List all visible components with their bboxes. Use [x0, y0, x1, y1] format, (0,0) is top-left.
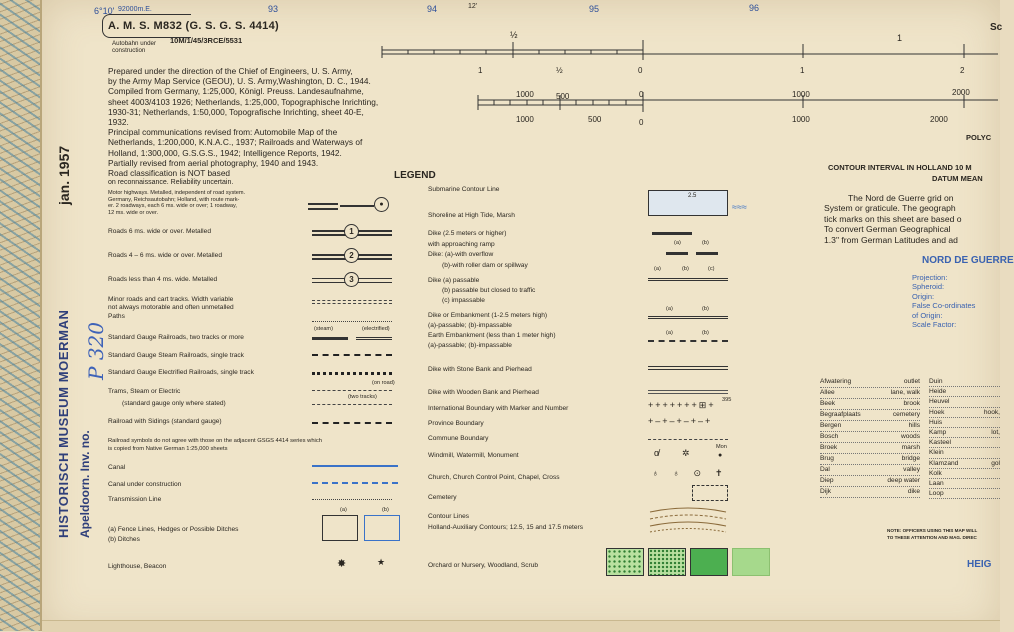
- glossary-right: [929, 377, 1000, 499]
- legend-text: Motor highways. Metalled, independent of road system.: [108, 190, 246, 196]
- scale-row2-500: 500: [556, 92, 570, 101]
- glossary-row: [929, 377, 1000, 387]
- swatch-orchard: [606, 548, 644, 576]
- glossary-term: Afwatering: [820, 378, 852, 385]
- dike-label-b: (b): [702, 240, 709, 246]
- glossary-meaning: hills: [908, 422, 920, 429]
- symbol-tram-two-tracks: [312, 404, 392, 405]
- credit-line: Compiled from Germany, 1:25,000, Königl. Preuss. Landesaufnahme,: [108, 86, 364, 97]
- swatch-scrub: [732, 548, 770, 576]
- glossary-term: Heide: [929, 388, 947, 396]
- nord-line: To convert German Geographical: [824, 224, 951, 235]
- glossary-term: Duin: [929, 378, 943, 385]
- legend-cemetery: Cemetery: [428, 494, 457, 501]
- legend-contours: [428, 511, 583, 533]
- glossary-term: Dijk: [820, 488, 831, 495]
- glossary-row: [820, 443, 920, 454]
- museum-stamp: HISTORISCH MUSEUM MOERMAN: [56, 309, 71, 538]
- glossary-meaning: marsh: [901, 444, 920, 451]
- glossary-row: [820, 487, 920, 498]
- legend-minor-roads: [108, 296, 234, 321]
- symbol-canal-construction: [312, 482, 398, 484]
- glossary-row: [820, 399, 920, 410]
- scale-mid-half: ½: [556, 66, 563, 75]
- embankment-label-a: (a): [666, 306, 673, 312]
- glossary-meaning: lane, walk: [890, 389, 920, 396]
- officer-note: [887, 527, 999, 541]
- legend-text: (standard gauge only where stated): [122, 400, 226, 407]
- symbol-transmission-line: [312, 499, 392, 500]
- scale-mid-zero: 0: [638, 66, 643, 75]
- glossary-row: [929, 489, 1000, 499]
- legend-text: er. 2 roadways, each 6 ms. wide or over; 1 roadway,: [108, 203, 237, 210]
- label-fence-a: (a): [340, 507, 347, 513]
- credit-line: Prepared under the direction of the Chief of Engineers, U. S. Army,: [108, 66, 353, 76]
- glossary-meaning: dike: [907, 488, 920, 495]
- glossary-row: [820, 421, 920, 432]
- scale-row3-1000b: 1000: [792, 115, 810, 124]
- corner-coordinate: 6°10': [94, 6, 115, 16]
- legend-text: (b)-with roller dam or spillway: [442, 261, 528, 269]
- adjacent-map-strip: [0, 0, 42, 631]
- symbol-minor-road: [312, 300, 392, 301]
- legend-text: (a)-passable; (b)-impassable: [428, 322, 512, 329]
- legend-trams: [108, 386, 226, 410]
- glossary-term: Huis: [929, 418, 943, 426]
- nord-de-guerre-text: [824, 193, 1000, 245]
- legend-intl-boundary: International Boundary with Marker and Number: [428, 405, 569, 412]
- monument-icon: ●: [718, 452, 723, 459]
- glossary-row: [820, 388, 920, 399]
- legend-canal: Canal: [108, 464, 126, 471]
- legend-text: Railroad symbols do not agree with those on the adjacent GSGS 4414 series which: [108, 438, 322, 444]
- grid-field: of Origin:: [912, 310, 943, 320]
- credit-line: Partially revised from aerial photography, 1940 and 1943.: [108, 157, 319, 168]
- legend-stone-bank: Dike with Stone Bank and Pierhead: [428, 366, 532, 373]
- glossary-term: Laan: [929, 480, 944, 488]
- glossary-row: [820, 432, 920, 443]
- grid-number-96: 96: [749, 3, 760, 13]
- glossary-term: Kamp: [929, 429, 947, 437]
- autobahn-note: Autobahn under construction: [112, 40, 157, 55]
- dike-label-a: (a): [674, 240, 681, 246]
- symbol-stone-bank: [648, 366, 728, 370]
- glossary-row: [820, 465, 920, 476]
- swatch-nursery: [648, 548, 686, 576]
- symbol-autobahn: [308, 208, 338, 210]
- grid-field: Projection:: [912, 273, 948, 282]
- glossary-row: [820, 377, 920, 388]
- boundary-marker-number: 395: [722, 397, 732, 403]
- glossary-row: [820, 476, 920, 487]
- glossary-meaning: bridge: [901, 455, 920, 462]
- glossary-meaning: gol: [991, 459, 1000, 467]
- legend-dike: [428, 229, 528, 271]
- edition-code: 10M/1/45/3RCE/5531: [170, 36, 243, 45]
- glossary-row: [929, 387, 1000, 397]
- glossary-row: [929, 408, 1000, 418]
- symbol-railroad-steam: [312, 337, 348, 340]
- legend-windmill: Windmill, Watermill, Monument: [428, 452, 519, 459]
- legend-text: (a)-passable; (b)-impassable: [428, 342, 512, 349]
- scale-row3-1000: 1000: [516, 115, 534, 124]
- symbol-minor-road: [312, 303, 392, 304]
- glossary-term: Loop: [929, 490, 944, 498]
- symbol-embankment: [648, 316, 728, 319]
- road-class-note: Road classification is NOT based: [108, 168, 231, 179]
- legend-text: Earth Embankment (less than 1 meter high): [428, 332, 556, 339]
- legend-wooden-bank: Dike with Wooden Bank and Pierhead: [428, 389, 539, 396]
- legend-text: (b) Ditches: [108, 536, 140, 543]
- scale-row2-1000b: 1000: [792, 90, 810, 99]
- legend-text: (b) passable but closed to traffic: [442, 287, 536, 294]
- glossary-term: Allee: [820, 389, 835, 396]
- legend-province-boundary: Province Boundary: [428, 420, 484, 427]
- glossary-left: [820, 377, 920, 498]
- symbol-dike-spillway: [696, 252, 718, 255]
- label-steam: (steam): [314, 326, 333, 332]
- symbol-path: [312, 321, 392, 322]
- intl-boundary-symbol-icon: +++++++⊞+: [648, 400, 716, 410]
- legend-text: with approaching ramp: [428, 240, 495, 248]
- legend-lighthouse: Lighthouse, Beacon: [108, 563, 167, 570]
- route-marker: ●: [374, 197, 389, 212]
- polyc-label: POLYC: [966, 133, 992, 142]
- legend-text: Dike: (a)-with overflow: [428, 251, 494, 258]
- legend-text: (c) impassable: [442, 297, 485, 304]
- legend-transmission-line: Transmission Line: [108, 496, 162, 503]
- glossary-term: Heuvel: [929, 398, 950, 406]
- credit-line: Netherlands, 1:200,000, K.N.A.C., 1937; Railroads and Waterways of: [108, 137, 363, 148]
- glossary-term: Broek: [820, 444, 838, 451]
- grid-field: Scale Factor:: [912, 320, 957, 330]
- symbol-fence-box: [322, 515, 358, 541]
- watermill-icon: ✲: [682, 448, 690, 458]
- grid-number-94: 94: [427, 4, 438, 14]
- glossary-meaning: cemetery: [892, 411, 920, 418]
- glossary-row: [929, 448, 1000, 458]
- symbol-sidings: [312, 422, 392, 424]
- legend-canal-construction: Canal under construction: [108, 481, 182, 488]
- glossary-term: Diep: [820, 477, 834, 484]
- legend-road-under-4m: Roads less than 4 ms. wide. Metalled: [108, 276, 218, 283]
- marsh-symbol-icon: ≈≈≈: [732, 202, 747, 212]
- legend-text: Minor roads and cart tracks. Width variable: [108, 296, 234, 303]
- road-number-3: 3: [344, 272, 359, 287]
- credit-line: sheet 4003/4103 1926; Netherlands, 1:25,000, Topographische Inrichting,: [108, 96, 379, 107]
- road-number-1: 1: [344, 224, 359, 239]
- glossary-term: Begraafplaats: [820, 411, 861, 418]
- glossary-term: Hoek: [929, 408, 945, 416]
- legend-fences: [108, 525, 238, 545]
- windmill-icon: ɑ̸: [654, 448, 660, 458]
- scale-top-half: ½: [510, 30, 518, 40]
- nord-line: System or graticule. The geograph: [824, 203, 956, 214]
- scale-row2-2000: 2000: [952, 88, 970, 97]
- glossary-row: [929, 397, 1000, 407]
- inventory-number: P 320: [84, 322, 108, 380]
- legend-motor-highways: [108, 190, 245, 216]
- earth-label-a: (a): [666, 330, 673, 336]
- passable-label-a: (a): [654, 266, 661, 272]
- legend-text: Germany, Reichsautobahn; Holland, with route mark-: [108, 196, 240, 203]
- legend-orchard: Orchard or Nursery, Woodland, Scrub: [428, 562, 539, 569]
- scale-mid-one: 1: [478, 66, 483, 75]
- church-symbols-icon: ♁♁⊙✝: [652, 468, 737, 478]
- glossary-row: [929, 479, 1000, 489]
- inventory-stamp: Apeldoorn. Inv. no.: [78, 430, 92, 538]
- legend-text: not always motorable and often unmetalled: [108, 304, 234, 312]
- credit-line: by the Army Map Service (GEOU), U. S. Army,Washington, D. C., 1944.: [108, 76, 371, 87]
- earth-label-b: (b): [702, 330, 709, 336]
- datum-label: DATUM MEAN: [932, 174, 983, 183]
- credit-line: Holland, 1:300,000, G.S.G.S., 1942; Intelligence Reports, 1942.: [108, 147, 342, 158]
- label-electrified: (electrified): [362, 326, 390, 332]
- scale-row2-0: 0: [639, 90, 644, 99]
- passable-label-b: (b): [682, 266, 689, 272]
- legend-railroad-sidings: Railroad with Sidings (standard gauge): [108, 418, 222, 425]
- legend-shoreline: Shoreline at High Tide, Marsh: [428, 212, 515, 219]
- contour-interval: CONTOUR INTERVAL IN HOLLAND 10 M: [828, 163, 972, 172]
- date-stamp: jan. 1957: [56, 145, 72, 205]
- glossary-term: Kasteel: [929, 439, 951, 447]
- legend-railroad-note: [108, 437, 322, 453]
- symbol-earth-embankment: [648, 340, 728, 342]
- legend-embankment: [428, 311, 556, 351]
- legend-church: Church, Church Control Point, Chapel, Cross: [428, 474, 560, 481]
- credit-line: 1932.: [108, 117, 129, 128]
- grid-field: Spheroid:: [912, 282, 945, 292]
- road-class-note: on reconnaissance. Reliability uncertain.: [108, 179, 234, 187]
- legend-text: Trams, Steam or Electric: [108, 388, 181, 395]
- symbol-railroad-electric: [356, 337, 392, 340]
- legend-road-6m: Roads 6 ms. wide or over. Metalled: [108, 228, 211, 235]
- symbol-commune-boundary: [648, 439, 728, 440]
- scale-row2-1000: 1000: [516, 90, 534, 99]
- symbol-canal: [312, 465, 398, 467]
- passable-label-c: (c): [708, 266, 715, 272]
- legend-road-4-6m: Roads 4 – 6 ms. wide or over. Metalled: [108, 252, 222, 259]
- glossary-term: Dal: [820, 466, 830, 473]
- glossary-term: Brug: [820, 455, 834, 462]
- glossary-row: [929, 469, 1000, 479]
- glossary-row: [820, 454, 920, 465]
- nord-line: The Nord de Guerre grid on: [848, 193, 954, 203]
- grid-info-title: NORD DE GUERRE: [922, 255, 1014, 266]
- grid-easting-label: 92000m.E.: [118, 6, 152, 13]
- glossary-meaning: brook: [903, 400, 920, 407]
- glossary-row: [929, 428, 1000, 438]
- legend-text: 12 ms. wide or over.: [108, 209, 159, 216]
- note-line: NOTE: OFFICERS USING THIS MAP WILL: [887, 528, 978, 533]
- symbol-autobahn: [308, 203, 338, 205]
- scale-row3-0: 0: [639, 118, 644, 127]
- grid-info-fields: [912, 273, 975, 329]
- glossary-row: [929, 438, 1000, 448]
- scale-top-one: 1: [897, 33, 903, 43]
- legend-commune-boundary: Commune Boundary: [428, 435, 489, 442]
- glossary-meaning: deep water: [887, 477, 920, 484]
- province-boundary-symbol-icon: +–+–+–+–+: [648, 416, 713, 426]
- legend-text: Holland-Auxiliary Contours; 12.5, 15 and 17.5 meters: [428, 524, 584, 531]
- grid-number-93: 93: [268, 4, 279, 14]
- beacon-icon: ★: [377, 557, 386, 567]
- legend-dike-passable: [428, 276, 535, 306]
- symbol-ditch-box: [364, 515, 400, 541]
- sheet-title: A. M. S. M832 (G. S. G. S. 4414): [108, 20, 279, 32]
- glossary-term: Klamzand: [929, 459, 959, 467]
- label-fence-b: (b): [382, 507, 389, 513]
- scale-row3-500: 500: [588, 115, 602, 124]
- grid-number-95: 95: [589, 4, 600, 14]
- scale-mid-right-two: 2: [960, 66, 965, 75]
- submarine-contour-value: 2.5: [688, 193, 697, 199]
- glossary-term: Beek: [820, 400, 836, 407]
- symbol-tram: [312, 390, 392, 391]
- scale-mid-right-one: 1: [800, 66, 805, 75]
- note-line: TO THESE ATTENTION AND MAG. DIREC: [887, 535, 977, 540]
- symbol-wooden-bank: [648, 390, 728, 394]
- symbol-dike-passable: [648, 278, 728, 281]
- title-bracket: [102, 14, 191, 38]
- symbol-cemetery: [692, 485, 728, 501]
- swatch-woodland: [690, 548, 728, 576]
- lighthouse-icon: ✸: [337, 558, 347, 570]
- glossary-meaning: woods: [900, 433, 920, 440]
- bottom-margin: [42, 620, 1000, 632]
- minutes-label: 12': [468, 3, 478, 10]
- grid-field: Origin:: [912, 291, 935, 301]
- legend-submarine-contour: Submarine Contour Line: [428, 186, 500, 193]
- symbol-electric-single: [312, 372, 392, 375]
- credit-line: 1930-31; Netherlands, 1:50,000, Topografische Inrichting, sheet 40-E,: [108, 106, 364, 117]
- contour-lines-symbol: [648, 504, 728, 534]
- glossary-row: [929, 459, 1000, 469]
- legend-title: LEGEND: [394, 170, 436, 181]
- glossary-term: Kolk: [929, 469, 942, 477]
- symbol-motorway: [340, 205, 374, 207]
- legend-steam-railroad: Standard Gauge Steam Railroads, single track: [108, 352, 244, 359]
- map-margin-sheet: [42, 0, 1014, 631]
- glossary-term: Bosch: [820, 433, 839, 440]
- label-on-road: (on road): [372, 380, 395, 386]
- legend-std-railroad: Standard Gauge Railroads, two tracks or more: [108, 334, 244, 341]
- legend-electrified-railroad: Standard Gauge Electrified Railroads, single track: [108, 369, 254, 376]
- heig-label: HEIG: [967, 559, 992, 570]
- glossary-row: [929, 418, 1000, 428]
- grid-field: False Co-ordinates: [912, 301, 976, 311]
- monument-label: Mon: [716, 444, 727, 450]
- legend-text: Dike (a) passable: [428, 277, 480, 284]
- legend-text: Dike or Embankment (1-2.5 meters high): [428, 312, 548, 319]
- glossary-meaning: hook,: [983, 408, 1000, 416]
- nord-line: tick marks on this sheet are based o: [824, 213, 962, 224]
- scale-row3-2000: 2000: [930, 115, 948, 124]
- glossary-row: [820, 410, 920, 421]
- legend-text: is copied from Native German 1:25,000 sheets: [108, 446, 228, 452]
- label-two-tracks: (two tracks): [348, 394, 377, 400]
- glossary-meaning: lot,: [991, 429, 1000, 437]
- legend-text: Contour Lines: [428, 513, 470, 520]
- symbol-dike: [652, 232, 692, 235]
- glossary-meaning: valley: [903, 466, 920, 473]
- corner-right-text: Sc: [990, 22, 1003, 33]
- legend-text: Dike (2.5 meters or higher): [428, 230, 507, 237]
- legend-text: Paths: [108, 312, 125, 320]
- glossary-meaning: outlet: [903, 378, 920, 385]
- glossary-term: Klein: [929, 449, 944, 457]
- scale-bars: [378, 30, 1000, 130]
- embankment-label-b: (b): [702, 306, 709, 312]
- road-number-2: 2: [344, 248, 359, 263]
- legend-text: (a) Fence Lines, Hedges or Possible Ditches: [108, 526, 239, 533]
- nord-line: 1.3" from German Latitudes and ad: [824, 234, 958, 245]
- symbol-dike-overflow: [666, 252, 688, 255]
- symbol-steam-single: [312, 354, 392, 356]
- glossary-term: Bergen: [820, 422, 842, 429]
- credit-line: Principal communications revised from: Automobile Map of the: [108, 127, 338, 138]
